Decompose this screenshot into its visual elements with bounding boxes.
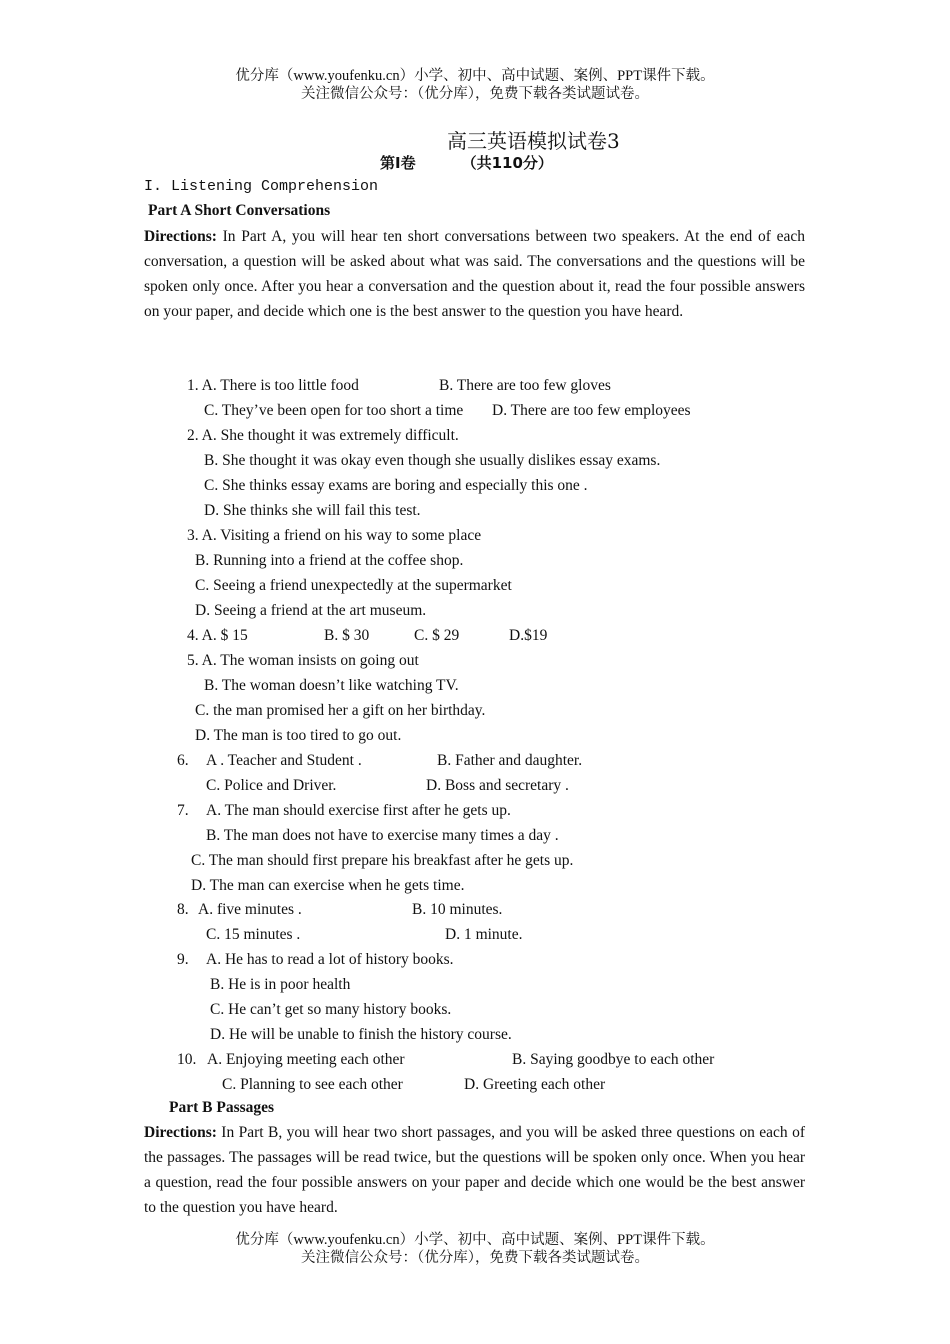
q10-option-b: B. Saying goodbye to each other xyxy=(512,1051,715,1068)
q3-option-d: D. Seeing a friend at the art museum. xyxy=(195,602,427,619)
q3-option-c: C. Seeing a friend unexpectedly at the supermarket xyxy=(195,577,512,594)
q5-option-c: C. the man promised her a gift on her birthday. xyxy=(195,702,486,719)
q8-option-a: A. five minutes . xyxy=(198,901,302,918)
q1-option-c: C. They’ve been open for too short a time xyxy=(204,402,464,419)
header-line-1: 优分库（www.youfenku.cn）小学、初中、高中试题、案例、PPT课件下载。 xyxy=(235,68,715,84)
q6-option-d: D. Boss and secretary . xyxy=(426,777,569,794)
q7-option-c: C. The man should first prepare his breakfast after he gets up. xyxy=(191,852,574,869)
page-header xyxy=(0,67,950,103)
q9-option-c: C. He can’t get so many history books. xyxy=(210,1001,452,1018)
footer-line-2: 关注微信公众号：（优分库），免费下载各类试题试卷。 xyxy=(301,1250,649,1266)
q1-option-a: 1. A. There is too little food xyxy=(187,377,359,394)
directions-text: In Part A, you will hear ten short conversations between two speakers. At the end of each conversation, a question will be asked about what was said. The conversations and the questions will be spoken only once. After you hear a conversation and the question about it, read the four possible answers on your paper, and decide which one is the best answer to the question you have heard. xyxy=(144,228,805,320)
q2-option-a: 2. A. She thought it was extremely difficult. xyxy=(187,427,459,444)
volume-label: 第Ⅰ卷 xyxy=(380,154,416,172)
q8-option-c: C. 15 minutes . xyxy=(206,926,301,943)
q2-option-b: B. She thought it was okay even though she usually dislikes essay exams. xyxy=(204,452,661,469)
section-heading-listening: I. Listening Comprehension xyxy=(144,178,379,195)
header-line-2: 关注微信公众号：（优分库），免费下载各类试题试卷。 xyxy=(301,86,649,102)
q5-option-d: D. The man is too tired to go out. xyxy=(195,727,402,744)
q10-option-d: D. Greeting each other xyxy=(464,1076,606,1093)
q2-option-d: D. She thinks she will fail this test. xyxy=(204,502,421,519)
q8-number: 8. xyxy=(177,901,189,918)
exam-subtitle xyxy=(380,152,553,173)
q1-option-b: B. There are too few gloves xyxy=(439,377,611,394)
page-footer xyxy=(0,1231,950,1267)
q6-number: 6. xyxy=(177,752,189,769)
q7-number: 7. xyxy=(177,802,189,819)
q10-number: 10. xyxy=(177,1051,197,1068)
part-b-directions xyxy=(144,1120,805,1220)
q6-option-a: A . Teacher and Student . xyxy=(206,752,362,769)
q8-option-d: D. 1 minute. xyxy=(445,926,523,943)
directions-text: In Part B, you will hear two short passages, and you will be asked three questions on each of the passages. The passages will be read twice, but the questions will be spoken only once. When you hear a question, read the four possible answers on your paper and decide which one would be the best answer to the question you have heard. xyxy=(144,1124,805,1216)
q8-option-b: B. 10 minutes. xyxy=(412,901,503,918)
q3-option-b: B. Running into a friend at the coffee shop. xyxy=(195,552,464,569)
directions-label: Directions: xyxy=(144,228,217,245)
q9-number: 9. xyxy=(177,951,189,968)
q10-option-a: A. Enjoying meeting each other xyxy=(207,1051,405,1068)
q1-option-d: D. There are too few employees xyxy=(492,402,691,419)
directions-label: Directions: xyxy=(144,1124,217,1141)
q7-option-a: A. The man should exercise first after he gets up. xyxy=(206,802,511,819)
q4-option-c: C. $ 29 xyxy=(414,627,460,644)
q4-option-b: B. $ 30 xyxy=(324,627,370,644)
q3-option-a: 3. A. Visiting a friend on his way to some place xyxy=(187,527,482,544)
footer-line-1: 优分库（www.youfenku.cn）小学、初中、高中试题、案例、PPT课件下载。 xyxy=(235,1232,715,1248)
part-a-directions xyxy=(144,224,805,324)
part-a-heading: Part A Short Conversations xyxy=(148,202,331,219)
total-score: （共110分） xyxy=(461,154,553,172)
q2-option-c: C. She thinks essay exams are boring and especially this one . xyxy=(204,477,588,494)
part-b-heading: Part B Passages xyxy=(169,1099,275,1116)
q7-option-b: B. The man does not have to exercise many times a day . xyxy=(206,827,559,844)
q10-option-c: C. Planning to see each other xyxy=(222,1076,403,1093)
q4-option-d: D.$19 xyxy=(509,627,548,644)
q5-option-b: B. The woman doesn’t like watching TV. xyxy=(204,677,459,694)
q5-option-a: 5. A. The woman insists on going out xyxy=(187,652,419,669)
q7-option-d: D. The man can exercise when he gets time. xyxy=(191,877,465,894)
q6-option-b: B. Father and daughter. xyxy=(437,752,583,769)
q4-option-a: 4. A. $ 15 xyxy=(187,627,248,644)
q9-option-b: B. He is in poor health xyxy=(210,976,351,993)
q9-option-a: A. He has to read a lot of history books. xyxy=(206,951,454,968)
exam-title: 高三英语模拟试卷3 xyxy=(447,129,620,153)
q9-option-d: D. He will be unable to finish the history course. xyxy=(210,1026,512,1043)
q6-option-c: C. Police and Driver. xyxy=(206,777,337,794)
